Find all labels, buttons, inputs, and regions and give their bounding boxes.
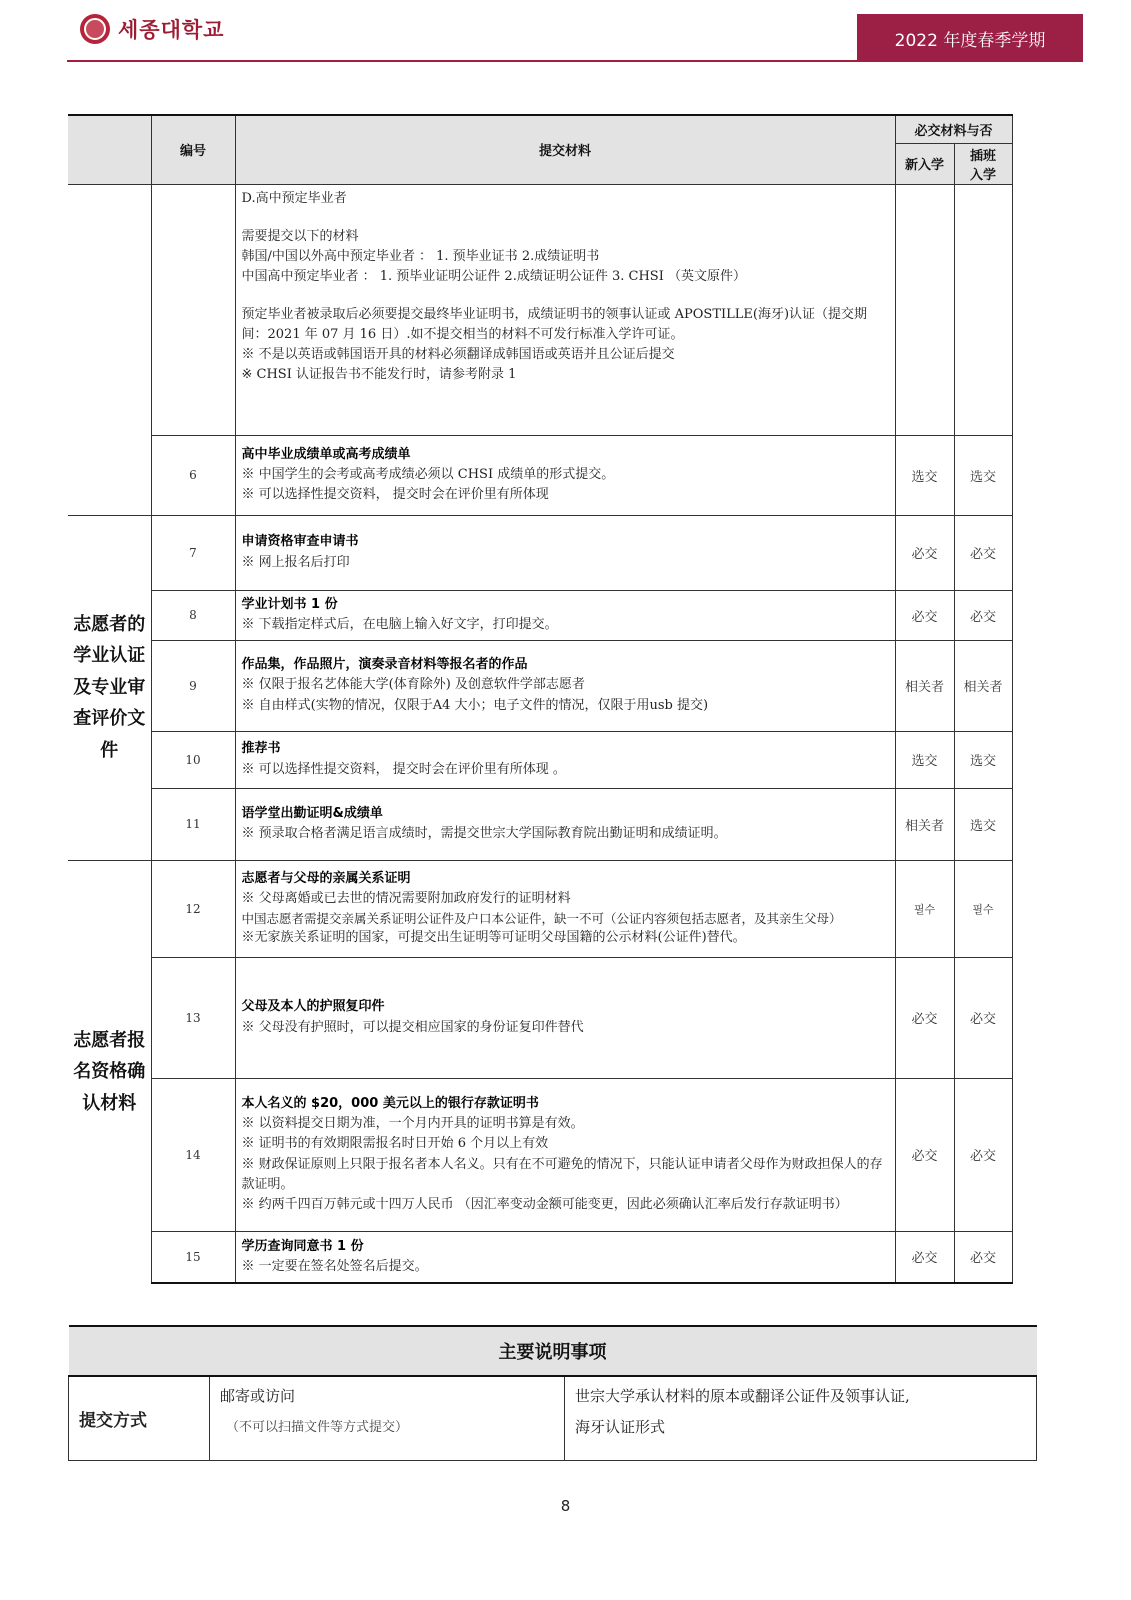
- table-row: [68, 515, 1036, 590]
- header-divider: [67, 60, 857, 62]
- page-number: 8: [560, 1497, 571, 1515]
- term-badge: 2022 年度春季学期: [857, 14, 1083, 62]
- new-student-requirement: 必交: [895, 515, 954, 590]
- new-student-requirement: 必交: [895, 1078, 954, 1231]
- row-line: ※ 以资料提交日期为准，一个月内开具的证明书算是有效。: [241, 1116, 584, 1132]
- new-student-requirement: 选交: [895, 435, 954, 515]
- row-line: ※ 父母没有护照时，可以提交相应国家的身份证复印件替代: [241, 1019, 584, 1035]
- row-number: 12: [151, 860, 235, 957]
- row-line: 需要提交以下的材料: [241, 228, 359, 244]
- category-cell-empty: [68, 184, 151, 515]
- number-header: 编号: [151, 115, 235, 184]
- new-student-requirement: 相关者: [895, 640, 954, 731]
- row-number: 11: [151, 788, 235, 860]
- transfer-requirement: 选交: [954, 788, 1012, 860]
- new-student-requirement: [895, 184, 954, 435]
- row-materials: [235, 435, 895, 515]
- transfer-requirement: 选交: [954, 435, 1012, 515]
- table-row: [68, 788, 1036, 860]
- row-line: ※ 可以选择性提交资料， 提交时会在评价里有所体现: [241, 487, 549, 503]
- row-title: 志愿者与父母的亲属关系证明: [241, 870, 411, 886]
- table-row: [68, 435, 1036, 515]
- table-row: [68, 731, 1036, 788]
- notes-title: 主要说明事项: [69, 1326, 1037, 1376]
- category-eligibility-label: 志愿者报名资格确认材料: [73, 1029, 146, 1114]
- row-line: ※ 一定要在签名处签名后提交。: [241, 1258, 428, 1274]
- new-student-requirement: 相关者: [895, 788, 954, 860]
- table-row: [68, 1078, 1036, 1231]
- row-number: 6: [151, 435, 235, 515]
- row-materials: [235, 957, 895, 1078]
- transfer-requirement: 필수: [954, 860, 1012, 957]
- new-student-requirement: 必交: [895, 590, 954, 640]
- row-materials: [235, 788, 895, 860]
- transfer-header: [954, 143, 1012, 184]
- blank-column: [1012, 115, 1036, 184]
- transfer-requirement: 必交: [954, 515, 1012, 590]
- row-line: ※ 可以选择性提交资料， 提交时会在评价里有所体现 。: [241, 761, 566, 777]
- row-title: 语学堂出勤证明&成绩单: [241, 805, 383, 821]
- transfer-requirement: 必交: [954, 1078, 1012, 1231]
- transfer-requirement: 必交: [954, 590, 1012, 640]
- transfer-header-line1: 插班: [970, 148, 997, 164]
- row-number: 7: [151, 515, 235, 590]
- row-line: ※ 约两千四百万韩元或十四万人民币 （因汇率变动金额可能变更，因此必须确认汇率后发行存款证明书）: [241, 1196, 848, 1212]
- submission-method-label: 提交方式: [69, 1376, 210, 1460]
- row-line: D.高中预定毕业者: [241, 190, 347, 206]
- category-header: [68, 115, 151, 184]
- transfer-requirement: 必交: [954, 1231, 1012, 1283]
- new-student-requirement: 必交: [895, 1231, 954, 1283]
- transfer-requirement: 必交: [954, 957, 1012, 1078]
- category-academic: 志愿者的学业认证及专业审查评价文件: [68, 515, 151, 860]
- table-row: [68, 1231, 1036, 1283]
- required-group-header: 必交材料与否: [895, 115, 1012, 143]
- university-seal-icon: [80, 14, 110, 44]
- document-form-line: 海牙认证形式: [575, 1418, 666, 1436]
- table-row: [68, 957, 1036, 1078]
- row-materials: [235, 640, 895, 731]
- transfer-requirement: [954, 184, 1012, 435]
- row-number: 10: [151, 731, 235, 788]
- row-line: ※无家族关系证明的国家，可提交出生证明等可证明父母国籍的公示材料(公证件)替代。: [241, 930, 746, 946]
- row-title: 高中毕业成绩单或高考成绩单: [241, 446, 411, 462]
- submission-method: 邮寄或访问: [220, 1387, 296, 1405]
- materials-table: [68, 114, 1036, 1284]
- table-row: [68, 640, 1036, 731]
- row-line: 韩国/中国以外高中预定毕业者 ： 1. 预毕业证书 2.成绩证明书: [241, 248, 600, 264]
- new-student-requirement: 必交: [895, 957, 954, 1078]
- row-title: 本人名义的 $20，000 美元以上的银行存款证明书: [241, 1096, 539, 1112]
- row-line: 中国高中预定毕业者 ： 1. 预毕业证明公证件 2.成绩证明公证件 3. CHSI （英文原件）: [241, 268, 746, 284]
- table-row: [68, 184, 1036, 435]
- row-line: 预定毕业者被录取后必须要提交最终毕业证明书，成绩证明书的领事认证或 APOSTILLE(海牙)认证（提交期间：2021 年 07 月 16 日）.如不提交相当的材料不可发行标准入学许可证。: [241, 307, 868, 343]
- table-row: [68, 590, 1036, 640]
- row-line: ※ 网上报名后打印: [241, 554, 350, 570]
- row-title: 推荐书: [241, 741, 281, 757]
- new-student-requirement: 选交: [895, 731, 954, 788]
- row-line: ※ 中国学生的会考或高考成绩必须以 CHSI 成绩单的形式提交。: [241, 466, 615, 482]
- row-line: ※ 不是以英语或韩国语开具的材料必须翻译成韩国语或英语并且公证后提交: [241, 347, 675, 363]
- row-number: 8: [151, 590, 235, 640]
- row-materials: [235, 590, 895, 640]
- submission-method-cell: [210, 1376, 565, 1460]
- row-number: 14: [151, 1078, 235, 1231]
- row-title: 作品集，作品照片，演奏录音材料等报名者的作品: [241, 657, 528, 673]
- category-eligibility: [68, 860, 151, 1283]
- notes-table: [68, 1325, 1037, 1461]
- row-title: 申请资格审查申请书: [241, 534, 359, 550]
- row-materials: [235, 515, 895, 590]
- university-name: 세종대학교: [118, 18, 225, 42]
- row-number: [151, 184, 235, 435]
- transfer-requirement: 选交: [954, 731, 1012, 788]
- row-line: ※ 财政保证原则上只限于报名者本人名义。只有在不可避免的情况下，只能认证申请者父母作为财政担保人的存款证明。: [241, 1156, 883, 1192]
- row-title: 父母及本人的护照复印件: [241, 999, 385, 1015]
- new-student-requirement: 필수: [895, 860, 954, 957]
- row-number: 15: [151, 1231, 235, 1283]
- document-form-line: 世宗大学承认材料的原本或翻译公证件及领事认证,: [575, 1387, 910, 1405]
- row-line: ※ 仅限于报名艺体能大学(体育除外) 及创意软件学部志愿者: [241, 677, 585, 693]
- university-logo: [80, 14, 224, 44]
- row-materials: [235, 184, 895, 435]
- row-line: 中国志愿者需提交亲属关系证明公证件及户口本公证件，缺一不可（公证内容须包括志愿者，及其亲生父母）: [241, 910, 842, 926]
- row-title: 学业计划书 1 份: [241, 596, 338, 612]
- transfer-requirement: 相关者: [954, 640, 1012, 731]
- row-materials: [235, 860, 895, 957]
- new-student-header: 新入学: [895, 143, 954, 184]
- transfer-header-line2: 入学: [970, 167, 997, 183]
- row-line: ※ 下载指定样式后，在电脑上输入好文字，打印提交。: [241, 617, 558, 632]
- row-materials: [235, 731, 895, 788]
- document-form-cell: [565, 1376, 1037, 1460]
- row-line: ※ 自由样式(实物的情况，仅限于A4 大小；电子文件的情况，仅限于用usb 提交): [241, 697, 709, 713]
- table-row: [68, 860, 1036, 957]
- row-materials: [235, 1231, 895, 1283]
- row-number: 13: [151, 957, 235, 1078]
- row-materials: [235, 1078, 895, 1231]
- row-title: 学历查询同意书 1 份: [241, 1238, 364, 1254]
- row-line: ※ 父母离婚或已去世的情况需要附加政府发行的证明材料: [241, 890, 571, 906]
- row-line: ※ CHSI 认证报告书不能发行时，请参考附录 1: [241, 367, 517, 383]
- row-line: ※ 预录取合格者满足语言成绩时，需提交世宗大学国际教育院出勤证明和成绩证明。: [241, 826, 727, 841]
- submission-method-note: （不可以扫描文件等方式提交）: [226, 1420, 409, 1435]
- materials-header: 提交材料: [235, 115, 895, 184]
- row-number: 9: [151, 640, 235, 731]
- row-line: ※ 证明书的有效期限需报名时日开始 6 个月以上有效: [241, 1136, 549, 1152]
